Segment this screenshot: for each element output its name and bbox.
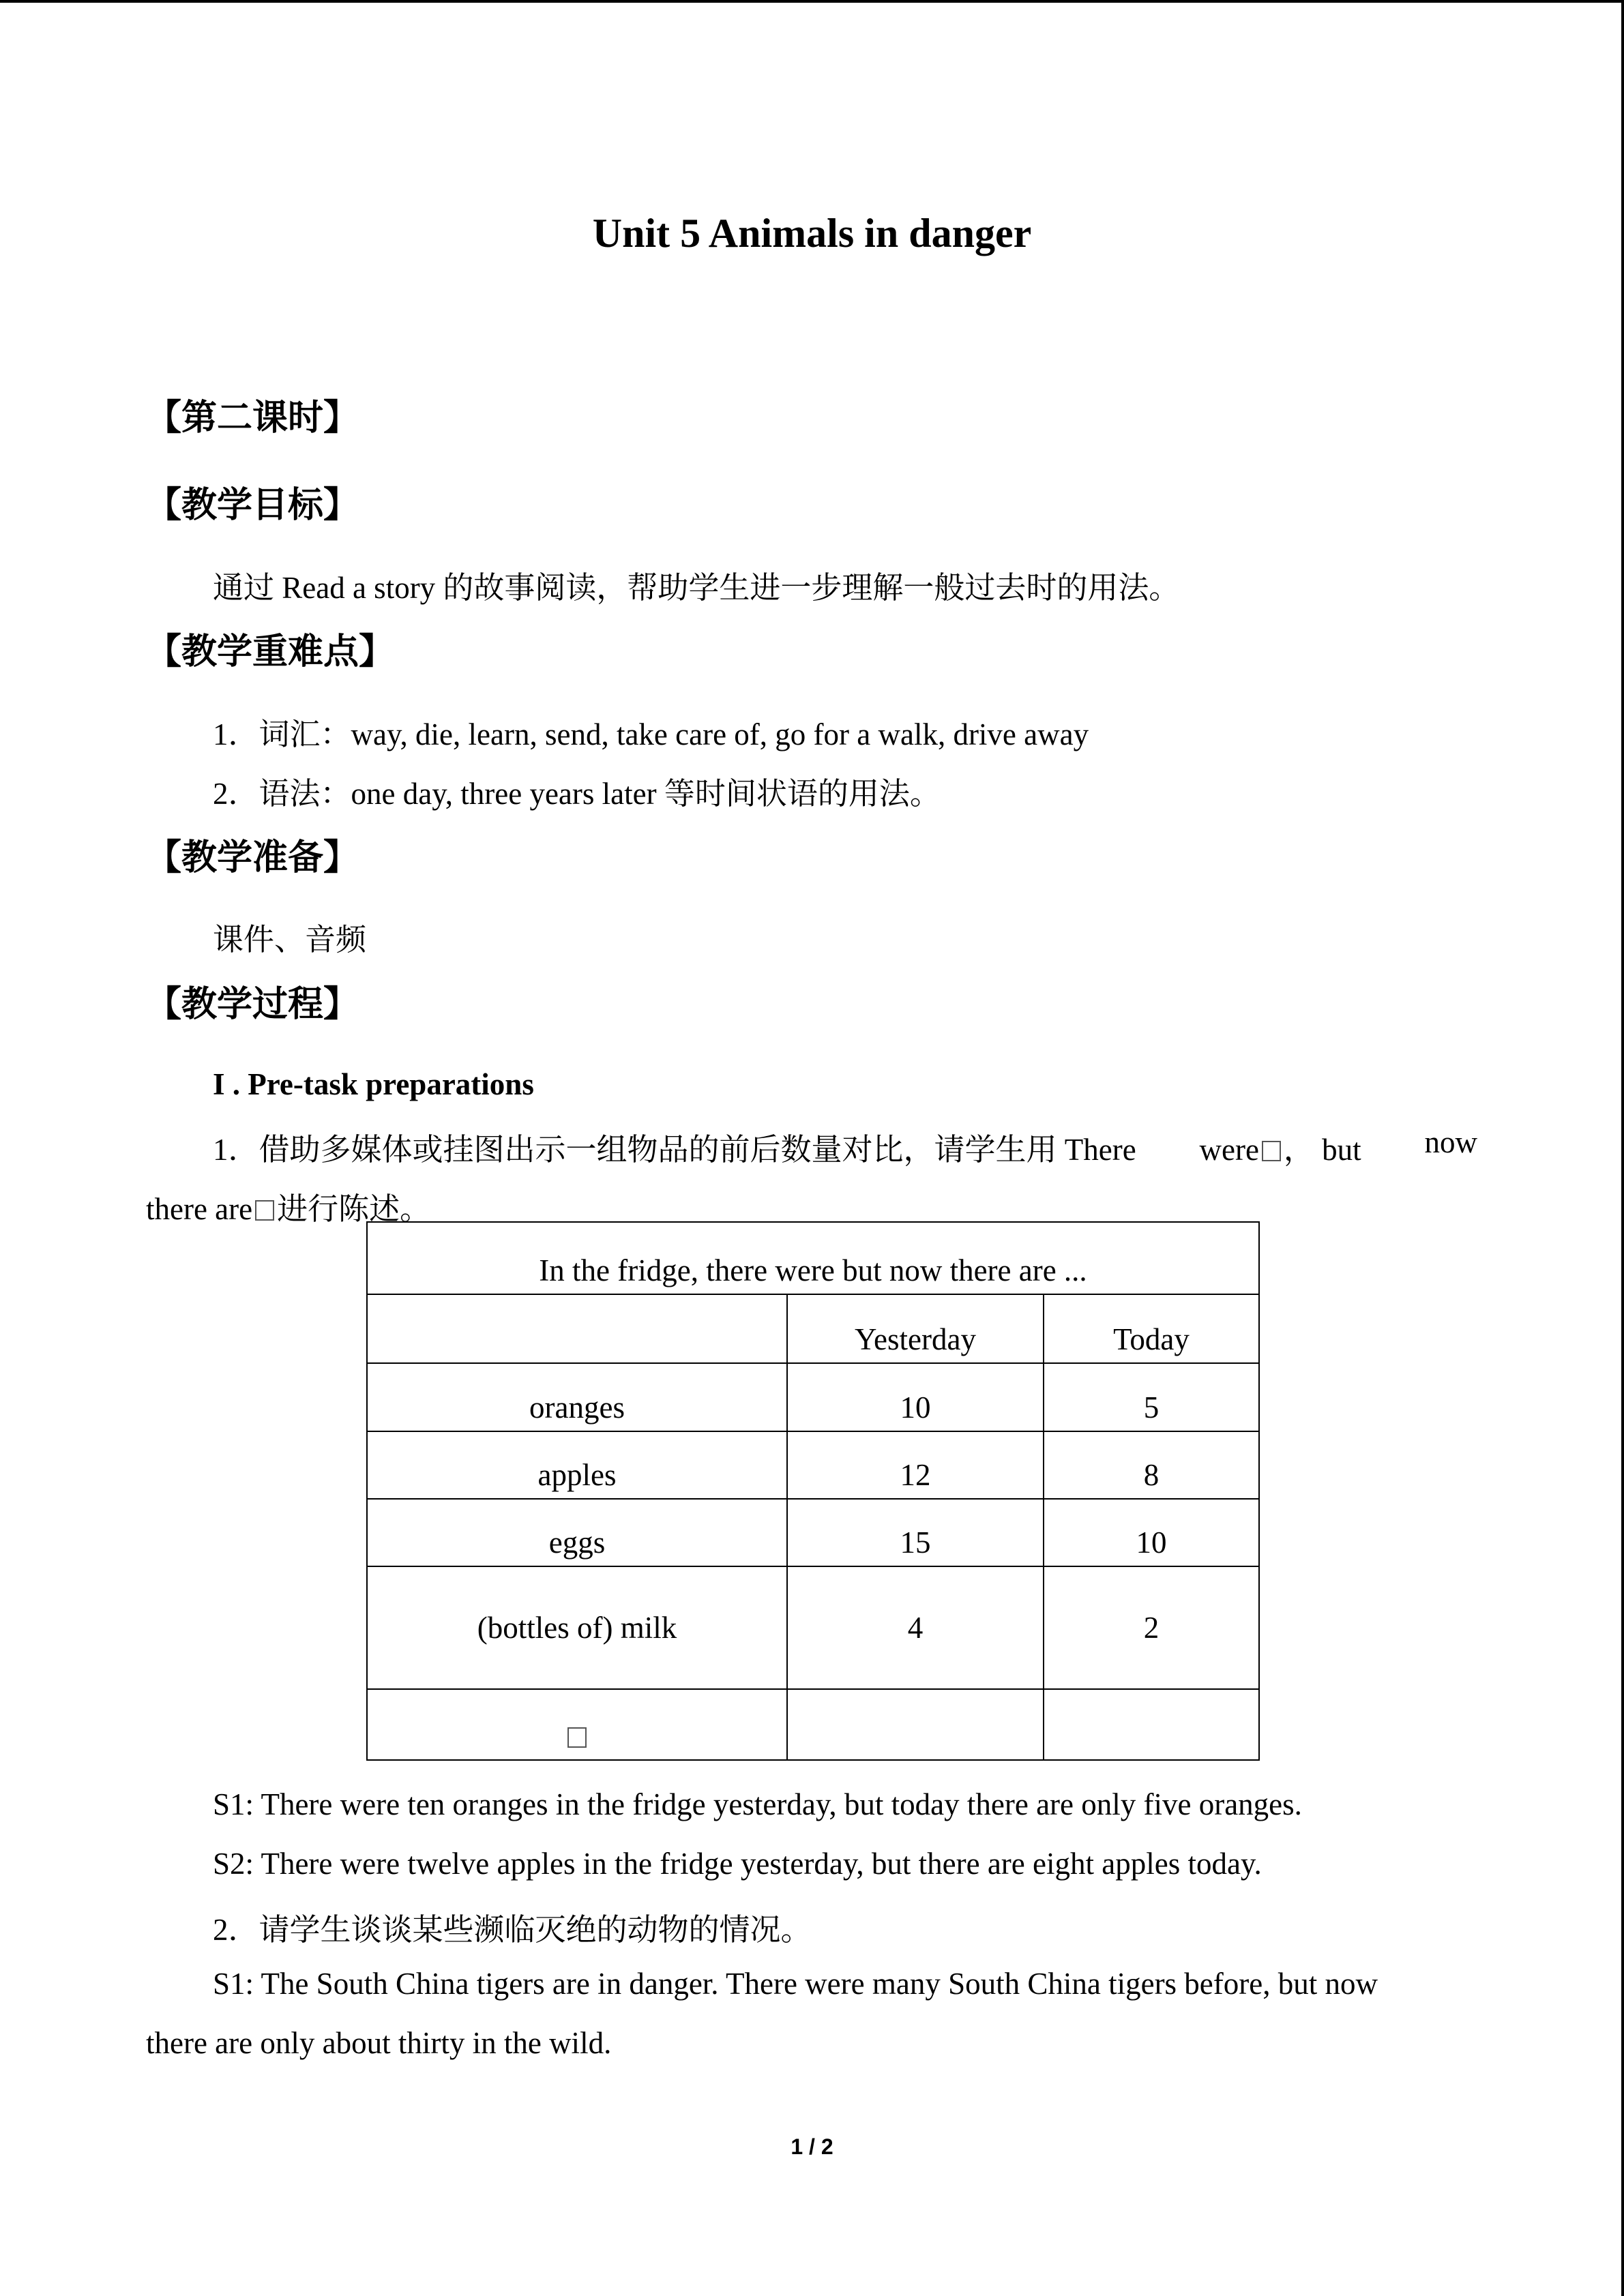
table-cell: apples (367, 1431, 787, 1499)
example-sentence-tigers: S1: The South China tigers are in danger. There were many South China tigers before, but now (213, 1967, 1378, 2001)
table-cell (367, 1689, 787, 1760)
page-border (1621, 0, 1624, 2296)
blank-box-icon (255, 1200, 274, 1221)
table-row (367, 1566, 1259, 1689)
table-header-row (367, 1294, 1259, 1363)
table-cell: oranges (367, 1363, 787, 1431)
preparation-heading: 【教学准备】 (146, 837, 359, 878)
table-row (367, 1689, 1259, 1760)
step2-text: 2．请学生谈谈某些濒临灭绝的动物的情况。 (213, 1913, 812, 1947)
blank-box-icon (567, 1727, 587, 1748)
document-title: Unit 5 Animals in danger (592, 211, 1032, 256)
table-cell: eggs (367, 1499, 787, 1566)
step1-line2: there are 进行陈述。 (146, 1192, 431, 1226)
page-border (0, 0, 1624, 3)
table-header: Yesterday (787, 1294, 1044, 1363)
section-title: I . Pre-task preparations (213, 1067, 534, 1101)
table-cell: 8 (1044, 1431, 1259, 1499)
step1-text-d: now (1424, 1125, 1477, 1159)
fridge-table (366, 1221, 1260, 1761)
objectives-heading: 【教学目标】 (146, 485, 359, 526)
table-row (367, 1499, 1259, 1566)
table-cell: 10 (787, 1363, 1044, 1431)
table-row (367, 1363, 1259, 1431)
table-cell: 12 (787, 1431, 1044, 1499)
table-cell: (bottles of) milk (367, 1566, 787, 1689)
example-sentence-s1: S1: There were ten oranges in the fridge yesterday, but today there are only five oranges. (213, 1787, 1302, 1821)
page-number: 1 / 2 (791, 2134, 833, 2159)
table-caption: In the fridge, there were but now there are ... (367, 1222, 1259, 1294)
key-point-grammar: 2．语法：one day, three years later 等时间状语的用法。 (213, 777, 941, 811)
example-sentence-s2: S2: There were twelve apples in the fridge yesterday, but there are eight apples today. (213, 1847, 1262, 1881)
table-cell: 5 (1044, 1363, 1259, 1431)
lesson-heading: 【第二课时】 (146, 398, 359, 438)
step1-text-a: 1．借助多媒体或挂图出示一组物品的前后数量对比，请学生用 There (213, 1133, 1136, 1167)
objectives-text: 通过 Read a story 的故事阅读，帮助学生进一步理解一般过去时的用法。 (213, 571, 1180, 605)
table-header: Today (1044, 1294, 1259, 1363)
table-cell: 15 (787, 1499, 1044, 1566)
key-point-vocabulary: 1．词汇：way, die, learn, send, take care of, go for a walk, drive away (213, 717, 1089, 751)
blank-box-icon (1262, 1141, 1281, 1161)
table-cell: 4 (787, 1566, 1044, 1689)
step1-line1 (213, 1124, 1477, 1169)
table-row (367, 1431, 1259, 1499)
table-cell: 10 (1044, 1499, 1259, 1566)
table-cell: 2 (1044, 1566, 1259, 1689)
step1-text-b: were ， but (1199, 1133, 1361, 1167)
key-points-heading: 【教学重难点】 (146, 631, 395, 672)
example-sentence-tigers-cont: there are only about thirty in the wild. (146, 2026, 612, 2060)
table-cell (1044, 1689, 1259, 1760)
preparation-text: 课件、音频 (213, 923, 367, 957)
process-heading: 【教学过程】 (146, 984, 359, 1025)
table-header (367, 1294, 787, 1363)
table-cell (787, 1689, 1044, 1760)
